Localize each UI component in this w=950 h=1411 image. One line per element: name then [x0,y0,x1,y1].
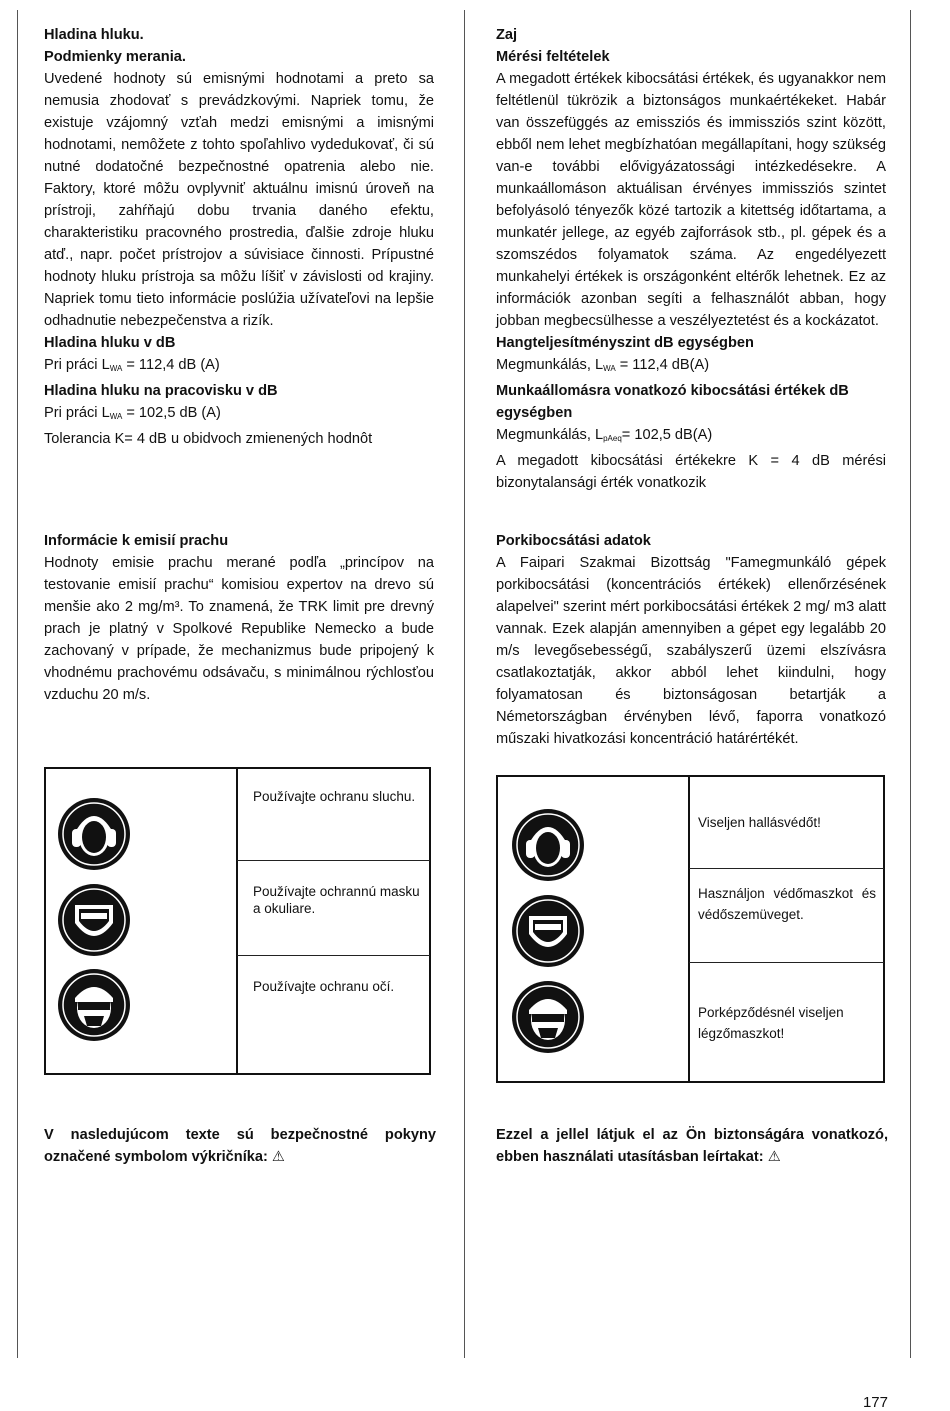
dust-paragraph-hu: A Faipari Szakmai Bizottság "Famegmunkáló gépek porkibocsátási (koncentrációs értékek) ellenőrzésének alapelvei" szerint mért porkibocsátási értékek 2 mg/ m3 alatt vannak. Ezek alapján amennyiben a gépet egy legalább 20 m/s levegősebességű, szabályszerű üzemi elszívásra csatlakoztatják, akkor abból lehet kiindulni, hogy folyamatosan és biztonságosan betartják a Németországban érvényben lévő, faporra vonatkozó műszaki hivatkozási koncentráció határértékét. [496,555,886,747]
left-box-row-divider [237,955,430,956]
respirator-icon [511,980,585,1054]
workstation-emission-heading-hu: Munkaállomásra vonatkozó kibocsátási értékek dB egységben [496,383,849,421]
sign-label-ear-protection-hu: Viseljen hallásvédőt! [698,815,821,830]
page-number: 177 [862,1394,888,1411]
sign-label-respirator-hu: Porképződésnél viseljen légzőmaszkot! [698,1005,844,1041]
left-box-divider [236,767,238,1075]
sign-label-mask-goggles-hu: Használjon védőmaszkot és védőszemüveget. [698,886,876,922]
right-box-divider [688,775,690,1083]
left-box-row-divider [237,860,430,861]
sign-label-mask-goggles: Používajte ochrannú masku a okuliare. [253,884,420,916]
dust-heading: Informácie k emisií prachu [44,533,229,549]
sign-label-ear-protection: Používajte ochranu sluchu. [253,789,416,804]
tolerance-text: Tolerancia K= 4 dB u obidvoch zmienených hodnôt [44,431,373,447]
noise-level-heading: Hladina hluku v dB [44,335,176,351]
left-margin-rule [17,10,18,1358]
sign-label-eye-protection: Používajte ochranu očí. [253,979,395,994]
right-box-row-divider [689,868,884,869]
face-mask-goggles-icon [511,894,585,968]
measurement-conditions-heading: Podmienky merania. [44,49,186,65]
dust-heading-hu: Porkibocsátási adatok [496,533,651,549]
workplace-noise-heading: Hladina hluku na pracovisku v dB [44,383,278,399]
left-dust-section [44,530,434,706]
dust-paragraph: Hodnoty emisie prachu merané podľa „princípov na testovanie emisií prachu“ komisiou expertov na drevo sú menšie ako 2 mg/m³. To znamená, že TRK limit pre drevný prach je platný v Spolkové Republike Nemecko a bude zachovaný v prípade, že mechanizmus bude pripojený k vhodnému prachovému odsávaču, s minimálnou rýchlosťou vzduchu 20 m/s. [44,555,434,703]
left-column [44,24,434,450]
ear-protection-icon [57,797,131,871]
right-box-row-divider [689,962,884,963]
face-mask-goggles-icon [57,883,131,957]
noise-paragraph-hu: A megadott értékek kibocsátási értékek, és ugyanakkor nem feltétlenül tükrözik a biztonságos munkaértékeket. Habár van összefüggés az emissziós és immissziós szint között, ebből nem lehet megbízhatóan megállapítani, hogy szükség van-e további elővigyázatossági intézkedésekre. A munkaállomáson aktuálisan érvényes immissziós szintet befolyásoló tényezők közé tartozik a kitettség időtartama, a munkatér jellege, az egyéb zajforrások stb., pl. gépek és a szomszédos folyamatok száma. Az engedélyezett munkahelyi értékek is országonként eltérők lehetnek. Ez az információk azonban segíti a felhasználót abban, hogy jobban megbecsülhesse a veszélyeztetést és a kockázatot. [496,71,886,329]
noise-level-value: Pri práci $L_{WA} = 112,4$ dB (A) [44,357,220,373]
right-margin-rule [910,10,911,1358]
noise-paragraph: Uvedené hodnoty sú emisnými hodnotami a preto sa nemusia zhodovať s prevádzkovými. Napriek tomu, že existuje vzájomný vzťah medzi emisnými a imisnými hodnotami, nemôžete z tohto spoľahlivo vydedukovať, či sú nutné dodatočné bezpečnostné opatrenia alebo nie. Faktory, ktoré môžu ovplyvniť aktuálnu imisnú úroveň na prístroji, zahŕňajú dobu trvania daného efektu, charakteristiku pracovného prostredia, ďalšie zdroje hluku atď., napr. počet prístrojov a súvisiace činnosti. Prípustné hodnoty hluku prístroja sa môžu líšiť v závislosti od krajiny. Napriek tomu tieto informácie poslúžia užívateľovi na lepšie odhadnutie nebezpečenstva a rizík. [44,71,434,329]
noise-heading-hu: Zaj [496,27,518,43]
noise-heading: Hladina hluku. [44,27,144,43]
right-column [496,24,886,494]
sound-power-heading-hu: Hangteljesítményszint dB egységben [496,335,754,351]
right-safety-note: Ezzel a jellel látjuk el az Ön biztonságára vonatkozó, ebben használati utasításban leírtakat: ⚠ [496,1127,888,1165]
measurement-conditions-heading-hu: Mérési feltételek [496,49,610,65]
right-dust-section [496,530,886,750]
sound-power-value-hu: Megmunkálás, $L_{WA} = 112,4$ dB(A) [496,357,710,373]
uncertainty-text-hu: A megadott kibocsátási értékekre K = 4 dB mérési bizonytalansági érték vonatkozik [496,453,886,491]
center-column-rule [464,10,465,1358]
workplace-noise-value: Pri práci $L_{WA} = 102,5$ dB (A) [44,405,221,421]
eye-protection-icon [57,968,131,1042]
warning-triangle-icon: ⚠ [271,1149,286,1165]
workstation-emission-value-hu: Megmunkálás, $L_{pAeq}= 102,5$ dB(A) [496,427,713,443]
left-safety-note: V nasledujúcom texte sú bezpečnostné pokyny označené symbolom výkričníka: ⚠ [44,1127,436,1165]
warning-triangle-icon: ⚠ [767,1149,781,1165]
ear-protection-icon [511,808,585,882]
